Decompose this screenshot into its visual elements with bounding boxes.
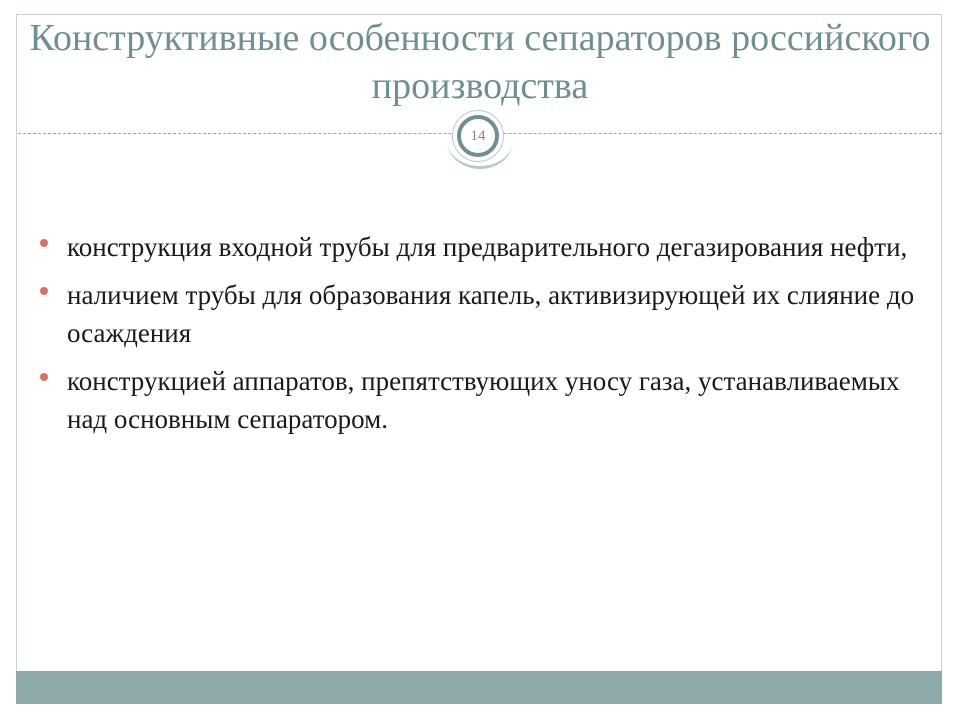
bullet-item [38, 228, 918, 266]
bullet-text: конструкцией аппаратов, препятствующих уносу газа, устанавливаемых над основным сепаратором. [67, 366, 900, 434]
page-number: 14 [470, 127, 486, 144]
bullet-item [38, 362, 918, 438]
page-number-badge [452, 110, 504, 162]
footer-band [16, 671, 942, 704]
bullet-text: конструкция входной трубы для предварительного дегазирования нефти, [67, 232, 908, 262]
bullet-icon [40, 287, 48, 295]
bullet-icon [40, 373, 48, 381]
slide-title: Конструктивные особенности сепараторов российского производства [29, 17, 931, 107]
bullet-item [38, 276, 918, 352]
bullet-list [38, 228, 918, 448]
bullet-icon [40, 239, 48, 247]
page-number-ring [457, 115, 499, 157]
bullet-text: наличием трубы для образования капель, активизирующей их слияние до осаждения [67, 280, 915, 348]
